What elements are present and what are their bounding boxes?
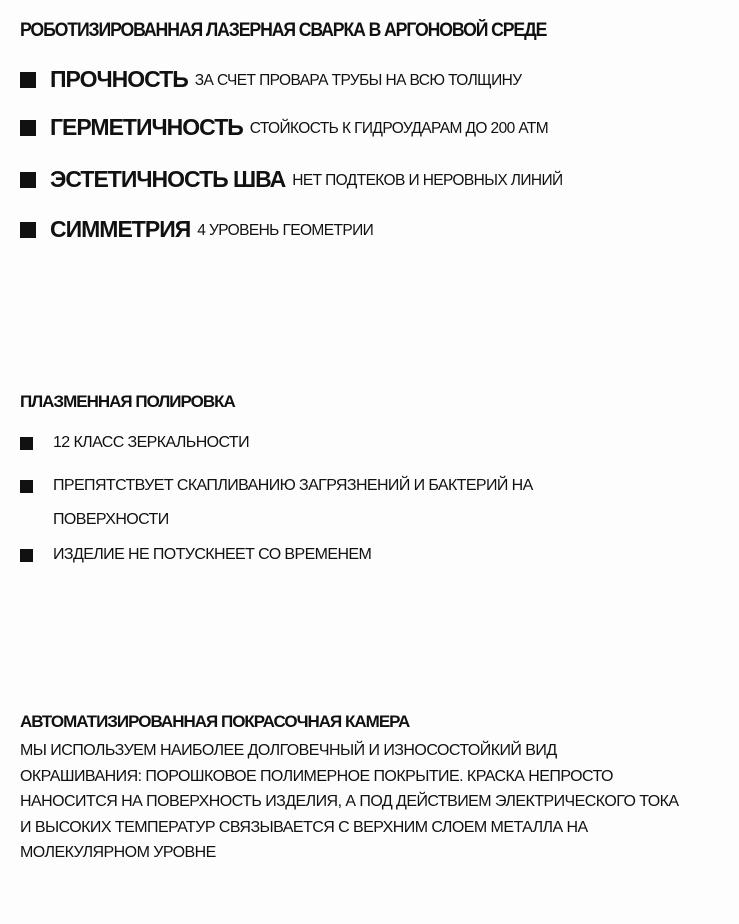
polishing-item xyxy=(20,434,573,460)
polishing-item xyxy=(20,477,553,537)
square-bullet-icon xyxy=(20,437,33,450)
feature-description: НЕТ ПОДТЕКОВ И НЕРОВНЫХ ЛИНИЙ xyxy=(292,171,563,189)
square-bullet-icon xyxy=(20,549,33,562)
feature-description: ЗА СЧЕТ ПРОВАРА ТРУБЫ НА ВСЮ ТОЛЩИНУ xyxy=(194,71,522,89)
painting-heading: АВТОМАТИЗИРОВАННАЯ ПОКРАСОЧНАЯ КАМЕРА xyxy=(20,712,410,731)
square-bullet-icon xyxy=(20,172,36,188)
welding-heading: РОБОТИЗИРОВАННАЯ ЛАЗЕРНАЯ СВАРКА В АРГОНОВОЙ СРЕДЕ xyxy=(20,20,547,41)
painting-paragraph: МЫ ИСПОЛЬЗУЕМ НАИБОЛЕЕ ДОЛГОВЕЧНЫЙ И ИЗНОСОСТОЙКИЙ ВИД ОКРАШИВАНИЯ: ПОРОШКОВОЕ ПОЛИМЕРНОЕ ПОКРЫТИЕ. КРАСКА НЕПРОСТО НАНОСИТСЯ НА ПОВЕРХНОСТЬ ИЗДЕЛИЯ, А ПОД ДЕЙСТВИЕМ ЭЛЕКТРИЧЕСКОГО ТОКА И ВЫСОКИХ ТЕМПЕРАТУР СВЯЗЫВАЕТСЯ С ВЕРХНИМ СЛОЕМ МЕТАЛЛА НА МОЛЕКУЛЯРНОМ УРОВНЕ xyxy=(20,742,679,861)
feature-title: СИММЕТРИЯ xyxy=(50,216,191,242)
feature-title: ГЕРМЕТИЧНОСТЬ xyxy=(50,114,243,140)
feature-description: 4 УРОВЕНЬ ГЕОМЕТРИИ xyxy=(197,221,374,239)
feature-item-strength xyxy=(20,66,521,93)
polishing-heading: ПЛАЗМЕННАЯ ПОЛИРОВКА xyxy=(20,392,235,411)
feature-title: ПРОЧНОСТЬ xyxy=(50,66,188,92)
square-bullet-icon xyxy=(20,72,36,88)
polishing-item-text: ИЗДЕЛИЕ НЕ ПОТУСКНЕЕТ СО ВРЕМЕНЕМ xyxy=(53,546,372,563)
square-bullet-icon xyxy=(20,222,36,238)
feature-item-tightness xyxy=(20,114,548,141)
square-bullet-icon xyxy=(20,480,33,493)
square-bullet-icon xyxy=(20,120,36,136)
feature-description: СТОЙКОСТЬ К ГИДРОУДАРАМ ДО 200 АТМ xyxy=(249,119,549,137)
polishing-item xyxy=(20,546,573,572)
polishing-item-text: ПРЕПЯТСТВУЕТ СКАПЛИВАНИЮ ЗАГРЯЗНЕНИЙ И БАКТЕРИЙ НА ПОВЕРХНОСТИ xyxy=(53,477,533,528)
polishing-item-text: 12 КЛАСС ЗЕРКАЛЬНОСТИ xyxy=(53,434,249,451)
feature-item-aesthetics xyxy=(20,166,563,193)
feature-title: ЭСТЕТИЧНОСТЬ ШВА xyxy=(50,166,286,192)
feature-item-symmetry xyxy=(20,216,373,243)
